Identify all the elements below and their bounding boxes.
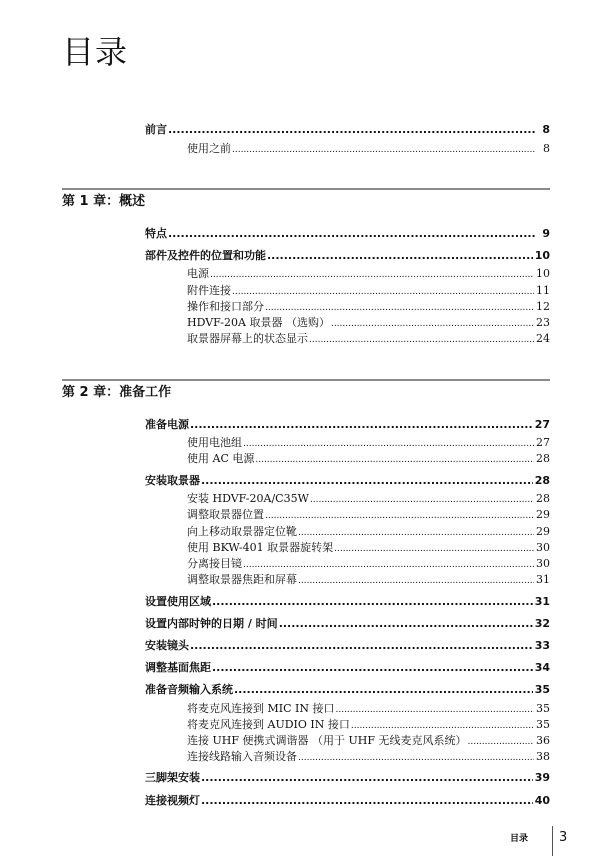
toc-page-number: 28 [536, 452, 550, 465]
dot-leader [265, 507, 534, 522]
toc-entry[interactable] [145, 473, 550, 489]
toc-entry-label: 连接 UHF 便携式调谐器 （用于 UHF 无线麦克风系统） [187, 734, 467, 747]
toc-subentry[interactable] [187, 556, 550, 571]
dot-leader [351, 717, 534, 732]
dot-leader [168, 122, 536, 138]
dot-leader [212, 660, 533, 676]
dot-leader [243, 435, 534, 450]
toc-entry-label: 操作和接口部分 [187, 300, 264, 313]
dot-leader [232, 141, 536, 156]
dot-leader [298, 572, 534, 587]
toc-entry[interactable] [145, 616, 550, 632]
toc-entry-label: 安装镜头 [145, 639, 189, 652]
dot-leader [201, 793, 533, 809]
toc-subentry[interactable] [187, 491, 550, 506]
chapter-heading: 第 2 章：准备工作 [62, 385, 172, 400]
toc-entry[interactable] [145, 793, 550, 809]
toc-page-number: 30 [536, 541, 550, 554]
dot-leader [298, 524, 534, 539]
toc-entry-label: 向上移动取景器定位靴 [187, 525, 297, 538]
toc-page-number: 29 [536, 525, 550, 538]
toc-page-number: 27 [536, 436, 550, 449]
toc-page-number: 35 [534, 683, 550, 696]
dot-leader [467, 733, 534, 748]
toc-page-number: 11 [536, 284, 550, 297]
toc-entry-label: 安装 HDVF-20A/C35W [187, 492, 309, 505]
dot-leader [255, 451, 534, 466]
dot-leader [201, 770, 533, 786]
toc-entry[interactable] [145, 638, 550, 654]
toc-subentry[interactable] [187, 733, 550, 748]
dot-leader [331, 315, 534, 330]
toc-page-number: 27 [534, 418, 550, 431]
toc-entry-label: 安装取景器 [145, 474, 200, 487]
toc-entry-preface[interactable] [145, 122, 550, 138]
toc-entry-label: 电源 [187, 267, 209, 280]
toc-subentry[interactable] [187, 749, 550, 764]
toc-page-number: 23 [536, 316, 550, 329]
toc-page-number: 12 [536, 300, 550, 313]
toc-page-number: 33 [534, 639, 550, 652]
dot-leader [212, 594, 533, 610]
toc-subentry[interactable] [187, 141, 550, 156]
toc-entry-label: 三脚架安装 [145, 771, 200, 784]
dot-leader [310, 491, 534, 506]
toc-page-number: 38 [536, 750, 550, 763]
dot-leader [190, 638, 533, 654]
toc-entry-label: 特点 [145, 227, 167, 240]
toc-entry[interactable] [145, 682, 550, 698]
toc-entry-label: 将麦克风连接到 MIC IN 接口 [187, 702, 335, 715]
chapter-divider [62, 379, 550, 381]
toc-entry[interactable] [145, 226, 550, 242]
toc-page-number: 9 [542, 227, 550, 240]
toc-subentry[interactable] [187, 717, 550, 732]
toc-page-number: 39 [534, 771, 550, 784]
toc-page-number: 29 [536, 508, 550, 521]
toc-subentry[interactable] [187, 572, 550, 587]
toc-entry-label: 取景器屏幕上的状态显示 [187, 332, 308, 345]
toc-subentry[interactable] [187, 507, 550, 522]
dot-leader [190, 417, 533, 433]
toc-page-number: 32 [534, 617, 550, 630]
toc-page-number: 36 [536, 734, 550, 747]
toc-entry-label: 准备音频输入系统 [145, 683, 233, 696]
toc-subentry[interactable] [187, 315, 550, 330]
toc-subentry[interactable] [187, 299, 550, 314]
toc-subentry[interactable] [187, 283, 550, 298]
dot-leader [168, 226, 536, 242]
toc-entry-label: 使用之前 [187, 142, 231, 155]
dot-leader [243, 556, 534, 571]
toc-entry-label: 调整取景器位置 [187, 508, 264, 521]
toc-subentry[interactable] [187, 435, 550, 450]
toc-page-number: 35 [536, 702, 550, 715]
chapter-divider [62, 188, 550, 190]
toc-entry-label: 调整基面焦距 [145, 661, 211, 674]
toc-page-number: 31 [536, 573, 550, 586]
toc-page-number: 8 [543, 142, 550, 155]
chapter-heading: 第 1 章：概述 [62, 194, 146, 209]
toc-entry-label: 调整取景器焦距和屏幕 [187, 573, 297, 586]
toc-entry-label: HDVF-20A 取景器 （选购） [187, 316, 330, 329]
toc-page-number: 31 [534, 595, 550, 608]
toc-entry[interactable] [145, 660, 550, 676]
dot-leader [334, 540, 534, 555]
dot-leader [298, 749, 534, 764]
footer-divider [552, 826, 553, 856]
dot-leader [234, 682, 533, 698]
toc-entry-label: 设置内部时钟的日期 / 时间 [145, 617, 278, 630]
toc-entry[interactable] [145, 594, 550, 610]
toc-entry-label: 分离接目镜 [187, 557, 242, 570]
toc-entry-label: 将麦克风连接到 AUDIO IN 接口 [187, 718, 350, 731]
toc-entry-label: 使用 AC 电源 [187, 452, 255, 465]
toc-entry-label: 使用电池组 [187, 436, 242, 449]
toc-subentry[interactable] [187, 701, 550, 716]
toc-subentry[interactable] [187, 451, 550, 466]
toc-entry-label: 连接线路输入音频设备 [187, 750, 297, 763]
footer-section-label: 目录 [510, 834, 529, 844]
dot-leader [201, 473, 533, 489]
toc-page-number: 8 [542, 123, 550, 136]
toc-page-number: 34 [534, 661, 550, 674]
dot-leader [232, 283, 534, 298]
toc-subentry[interactable] [187, 331, 550, 346]
toc-page-number: 35 [536, 718, 550, 731]
dot-leader [210, 266, 534, 281]
toc-entry-label: 附件连接 [187, 284, 231, 297]
footer-page-number: 3 [559, 830, 568, 845]
toc-entry-label: 前言 [145, 123, 167, 136]
toc-page-number: 10 [536, 267, 550, 280]
dot-leader [309, 331, 534, 346]
toc-page-number: 10 [534, 249, 550, 262]
toc-page-number: 30 [536, 557, 550, 570]
toc-entry-label: 使用 BKW-401 取景器旋转架 [187, 541, 334, 554]
page-title: 目录 [62, 33, 129, 71]
toc-entry-label: 准备电源 [145, 418, 189, 431]
toc-entry-label: 部件及控件的位置和功能 [145, 249, 266, 262]
dot-leader [279, 616, 533, 632]
toc-page-number: 28 [534, 474, 550, 487]
toc-entry[interactable] [145, 417, 550, 433]
toc-entry[interactable] [145, 248, 550, 264]
dot-leader [335, 701, 534, 716]
toc-entry-label: 连接视频灯 [145, 794, 200, 807]
toc-subentry[interactable] [187, 266, 550, 281]
toc-entry[interactable] [145, 770, 550, 786]
dot-leader [265, 299, 534, 314]
dot-leader [267, 248, 533, 264]
toc-subentry[interactable] [187, 540, 550, 555]
toc-subentry[interactable] [187, 524, 550, 539]
toc-page-number: 40 [534, 794, 550, 807]
toc-entry-label: 设置使用区域 [145, 595, 211, 608]
toc-page-number: 28 [536, 492, 550, 505]
toc-page-number: 24 [536, 332, 550, 345]
